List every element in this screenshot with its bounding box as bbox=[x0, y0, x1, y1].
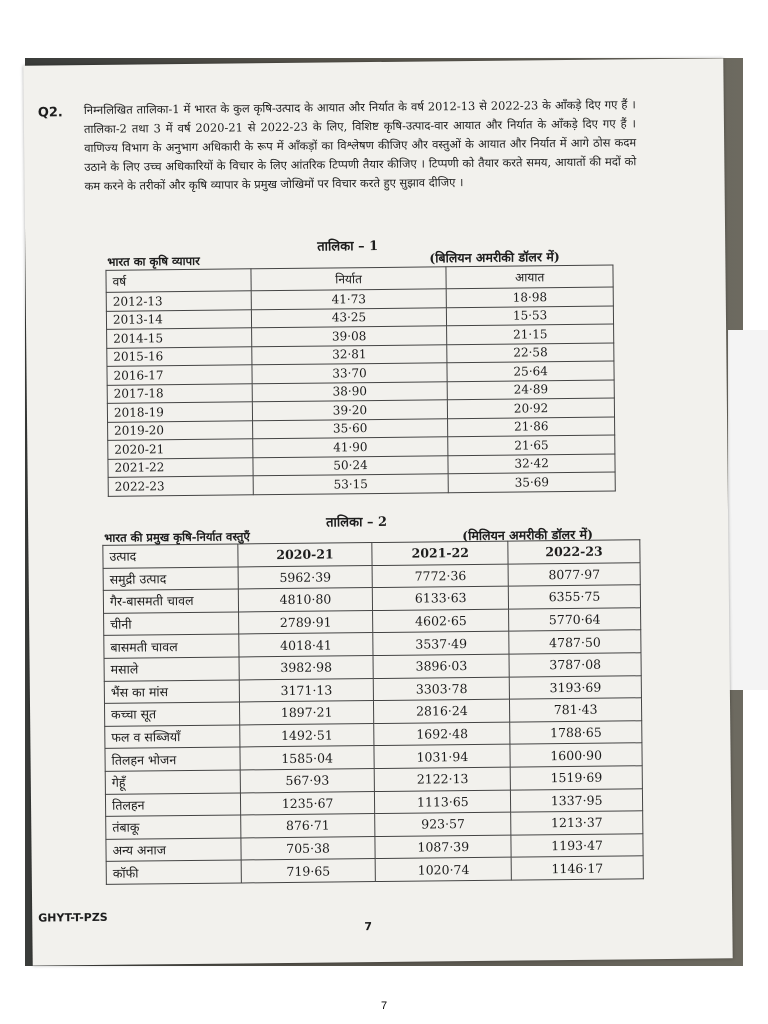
table2-row-value: 1788·65 bbox=[510, 721, 642, 745]
table1-row-value: 24·89 bbox=[447, 380, 614, 400]
table2-row-label: बासमती चावल bbox=[104, 634, 239, 658]
adjacent-sheet-edge bbox=[728, 330, 768, 690]
table2-row-value: 6133·63 bbox=[373, 586, 509, 610]
table1-row-label: 2018-19 bbox=[107, 402, 252, 422]
table2-row-label: गेहूँ bbox=[105, 770, 240, 794]
table2-row-label: समुद्री उत्पाद bbox=[103, 567, 238, 591]
table2-header-2022-23: 2022-23 bbox=[508, 540, 640, 564]
table2-row-value: 4602·65 bbox=[373, 609, 509, 633]
table1-row-label: 2013-14 bbox=[106, 309, 251, 329]
table1-header-export: निर्यात bbox=[251, 267, 447, 291]
table2-row-label: तिलहन भोजन bbox=[105, 747, 240, 771]
table2-subtitle: भारत की प्रमुख कृषि-निर्यात वस्तुएँ bbox=[104, 529, 250, 545]
table1-row-label: 2016-17 bbox=[107, 365, 252, 385]
table1-header-import: आयात bbox=[446, 265, 613, 289]
table2-row-value: 4810·80 bbox=[238, 588, 373, 612]
table1-row bbox=[108, 472, 615, 496]
table1-row-label: 2015-16 bbox=[107, 346, 252, 366]
table1-row-value: 39·20 bbox=[252, 400, 448, 421]
table2-row-value: 4018·41 bbox=[238, 633, 373, 657]
table2-caption: तालिका – 2 bbox=[326, 514, 388, 531]
table2-row-label: तंबाकू bbox=[106, 815, 241, 839]
table1-header-year: वर्ष bbox=[106, 269, 251, 293]
table1-subtitle: भारत का कृषि व्यापार bbox=[107, 253, 200, 269]
table2-row-value: 3896·03 bbox=[373, 654, 509, 678]
table1-unit: (बिलियन अमरीकी डॉलर में) bbox=[429, 249, 560, 266]
table2-row-value: 705·38 bbox=[241, 836, 376, 860]
table1-row-label: 2012-13 bbox=[106, 291, 251, 311]
table2-row-value: 781·43 bbox=[510, 698, 642, 722]
table1-row-value: 21·86 bbox=[448, 417, 615, 437]
question-number: Q2. bbox=[37, 105, 63, 121]
table2-header-product: उत्पाद bbox=[103, 544, 238, 568]
table2-header-2021-22: 2021-22 bbox=[372, 541, 508, 565]
table2-row-value: 1897·21 bbox=[239, 701, 374, 725]
table1-row-value: 20·92 bbox=[448, 398, 615, 418]
table2-row-label: कच्चा सूत bbox=[104, 702, 239, 726]
table2-row-label: अन्य अनाज bbox=[106, 838, 241, 862]
table2-row-value: 1146·17 bbox=[511, 856, 643, 880]
table1-row-value: 53·15 bbox=[253, 474, 449, 495]
table2-row-value: 2789·91 bbox=[238, 610, 373, 634]
table2-row-value: 1692·48 bbox=[374, 722, 510, 746]
table2-row-label: गैर-बासमती चावल bbox=[103, 589, 238, 613]
table2-header-2020-21: 2020-21 bbox=[238, 543, 373, 567]
table2-row-value: 1235·67 bbox=[240, 791, 375, 815]
table1-row-label: 2020-21 bbox=[108, 439, 253, 459]
table2-row-value: 923·57 bbox=[375, 812, 511, 836]
table1-caption: तालिका – 1 bbox=[317, 238, 379, 255]
table2-row-value: 3303·78 bbox=[374, 677, 510, 701]
table2-row-value: 2122·13 bbox=[375, 767, 511, 791]
table1-row-label: 2017-18 bbox=[107, 383, 252, 403]
table2-row-label: भैंस का मांस bbox=[104, 680, 239, 704]
table2-row-value: 1492·51 bbox=[239, 723, 374, 747]
table1-row-value: 15·53 bbox=[447, 306, 614, 326]
table2-row-value: 7772·36 bbox=[373, 564, 509, 588]
table2-row-value: 1600·90 bbox=[510, 743, 642, 767]
table1-row-value: 22·58 bbox=[447, 343, 614, 363]
table2-row-value: 2816·24 bbox=[374, 699, 510, 723]
table1-row-value: 21·65 bbox=[448, 435, 615, 455]
table1-row-value: 38·90 bbox=[252, 381, 448, 402]
table2-row bbox=[106, 856, 643, 884]
table1-row-value: 41·90 bbox=[252, 437, 448, 458]
table1-row-value: 43·25 bbox=[251, 307, 447, 328]
table2-row-label: कॉफी bbox=[106, 860, 241, 884]
table2-row-value: 4787·50 bbox=[509, 630, 641, 654]
paper-page-number: 7 bbox=[364, 920, 373, 934]
table2-row-value: 1213·37 bbox=[511, 811, 643, 835]
table2-row-value: 5962·39 bbox=[238, 565, 373, 589]
table2-row-value: 3537·49 bbox=[373, 632, 509, 656]
table2-row-label: चीनी bbox=[104, 612, 239, 636]
table2-row-value: 1337·95 bbox=[511, 788, 643, 812]
table1-row-value: 33·70 bbox=[252, 363, 448, 384]
table2-row-value: 1031·94 bbox=[374, 744, 510, 768]
paper-code: GHYT-T-PZS bbox=[38, 910, 108, 925]
table1-row-value: 39·08 bbox=[251, 326, 447, 347]
table2 bbox=[102, 539, 644, 885]
table1-row-value: 32·42 bbox=[448, 454, 615, 474]
table2-row-value: 6355·75 bbox=[508, 585, 640, 609]
table2-row-value: 3787·08 bbox=[509, 653, 641, 677]
table1-row-label: 2021-22 bbox=[108, 457, 253, 477]
table1-row-value: 25·64 bbox=[447, 361, 614, 381]
table1-row-value: 35·69 bbox=[448, 472, 615, 492]
table2-row-value: 5770·64 bbox=[509, 608, 641, 632]
table2-row-value: 3982·98 bbox=[239, 656, 374, 680]
table2-row-value: 3193·69 bbox=[509, 675, 641, 699]
table2-row-value: 1585·04 bbox=[240, 746, 375, 770]
table2-unit: (मिलियन अमरीकी डॉलर में) bbox=[462, 526, 594, 544]
table1-row-value: 32·81 bbox=[251, 344, 447, 365]
table1-row-label: 2019-20 bbox=[108, 420, 253, 440]
table2-row-value: 1193·47 bbox=[511, 833, 643, 857]
table1-row-value: 18·98 bbox=[446, 287, 613, 307]
table2-row-value: 567·93 bbox=[240, 768, 375, 792]
table1 bbox=[105, 265, 615, 497]
table1-row-value: 50·24 bbox=[253, 455, 449, 476]
table2-row-label: मसाले bbox=[104, 657, 239, 681]
table2-row-value: 1087·39 bbox=[375, 835, 511, 859]
table1-row-value: 21·15 bbox=[447, 324, 614, 344]
document-page-number: 7 bbox=[380, 1000, 388, 1012]
table2-row-value: 1113·65 bbox=[375, 790, 511, 814]
table2-row-value: 8077·97 bbox=[508, 562, 640, 586]
table2-row-value: 1519·69 bbox=[510, 766, 642, 790]
table2-row-value: 876·71 bbox=[240, 814, 375, 838]
table2-row-value: 1020·74 bbox=[376, 857, 512, 881]
question-text: निम्नलिखित तालिका-1 में भारत के कुल कृषि-उत्पाद के आयात और निर्यात के वर्ष 2012-13 से 2022-23 के आँकड़े दिए गए हैं । तालिका-2 तथा 3 में वर्ष 2020-21 से 2022-23 के लिए, विशिष्ट कृषि-उत्पाद-वार आयात और निर्यात के आँकड़े दिए गए हैं । वाणिज्य विभाग के अनुभाग अधिकारी के रूप में आँकड़ों का विश्लेषण कीजिए और वस्तुओं के आयात और निर्यात में आगे ठोस कदम उठाने के लिए उच्च अधिकारियों के विचार के लिए आंतरिक टिप्पणी तैयार कीजिए । टिप्पणी को तैयार करते समय, आयातों की मदों को कम करने के तरीकों और कृषि व्यापार के प्रमुख जोखिमों पर विचार करते हुए सुझाव दीजिए । bbox=[83, 97, 637, 194]
table2-row-label: फल व सब्जियाँ bbox=[105, 725, 240, 749]
table1-row-value: 35·60 bbox=[252, 418, 448, 439]
table2-row-value: 3171·13 bbox=[239, 678, 374, 702]
table1-row-label: 2014-15 bbox=[107, 328, 252, 348]
exam-page bbox=[23, 58, 732, 965]
table2-row-value: 719·65 bbox=[241, 859, 376, 883]
table1-row-label: 2022-23 bbox=[108, 476, 253, 496]
table2-row-label: तिलहन bbox=[105, 792, 240, 816]
table1-row-value: 41·73 bbox=[251, 289, 447, 310]
